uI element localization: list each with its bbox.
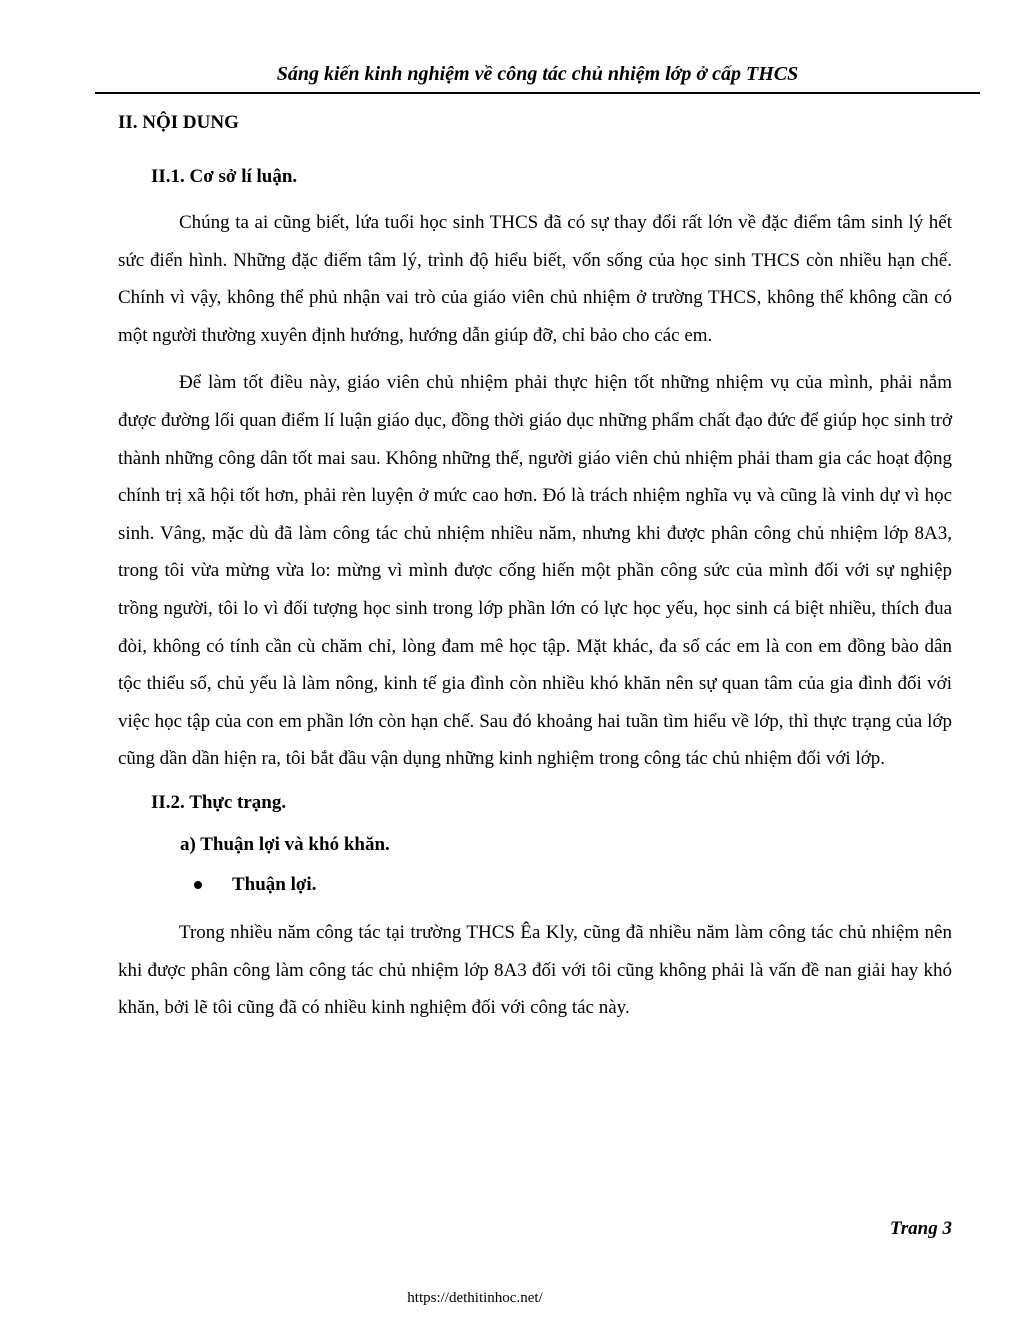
- document-body: [118, 108, 952, 1037]
- footer-url: https://dethitinhoc.net/: [407, 1290, 543, 1306]
- document-title: Sáng kiến kinh nghiệm về công tác chủ nhiệm lớp ở cấp THCS: [276, 63, 799, 85]
- section-heading-status: II.2. Thực trạng.: [151, 791, 287, 813]
- paragraph: Trong nhiều năm công tác tại trường THCS Êa Kly, cũng đã nhiều năm làm công tác chủ nhiệm nên khi được phân công làm công tác chủ nhiệm lớp 8A3 đối với tôi cũng không phải là vấn đề nan giải hay khó khăn, bởi lẽ tôi cũng đã có nhiều kinh nghiệm đối với công tác này.: [118, 921, 952, 1019]
- paragraph: Để làm tốt điều này, giáo viên chủ nhiệm phải thực hiện tốt những nhiệm vụ của mình, phải nắm được đường lối quan điểm lí luận giáo dục, đồng thời giáo dục những phẩm chất đạo đức để giúp học sinh trở thành những công dân tốt mai sau. Không những thế, người giáo viên chủ nhiệm phải tham gia các hoạt động chính trị xã hội tốt hơn, phải rèn luyện ở mức cao hơn. Đó là trách nhiệm nghĩa vụ và cũng là vinh dự vì học sinh. Vâng, mặc dù đã làm công tác chủ nhiệm nhiều năm, nhưng khi được phân công chủ nhiệm lớp 8A3, trong tôi vừa mừng vừa lo: mừng vì mình được cống hiến một phần công sức của mình đối với sự nghiệp trồng người, tôi lo vì đối tượng học sinh trong lớp phần lớn có lực học yếu, học sinh cá biệt nhiều, thích đua đòi, không có tính cần cù chăm chỉ, lòng đam mê học tập. Mặt khác, đa số các em là con em đồng bào dân tộc thiểu số, chủ yếu là làm nông, kinh tế gia đình còn nhiều khó khăn nên sự quan tâm của gia đình đối với việc học tập của con em phần lớn còn hạn chế. Sau đó khoảng hai tuần tìm hiểu về lớp, thì thực trạng của lớp cũng dần dần hiện ra, tôi bắt đầu vận dụng những kinh nghiệm trong công tác chủ nhiệm đối với lớp.: [118, 372, 952, 770]
- page-number: Trang 3: [889, 1218, 952, 1239]
- page-header: [95, 60, 980, 94]
- bullet-label: Thuận lợi.: [232, 873, 317, 895]
- bullet-icon: [194, 881, 202, 889]
- list-item-a-heading: a) Thuận lợi và khó khăn.: [180, 833, 390, 855]
- bullet-item: [194, 870, 952, 900]
- section-heading-main: II. NỘI DUNG: [118, 112, 239, 133]
- section-heading-theory: II.1. Cơ sở lí luận.: [151, 166, 298, 187]
- paragraph: Chúng ta ai cũng biết, lứa tuổi học sinh THCS đã có sự thay đổi rất lớn về đặc điểm tâm sinh lý hết sức điển hình. Những đặc điểm tâm lý, trình độ hiểu biết, vốn sống của học sinh THCS còn nhiều hạn chế. Chính vì vậy, không thể phủ nhận vai trò của giáo viên chủ nhiệm ở trường THCS, không thể không cần có một người thường xuyên định hướng, hướng dẫn giúp đỡ, chỉ bảo cho các em.: [118, 212, 952, 346]
